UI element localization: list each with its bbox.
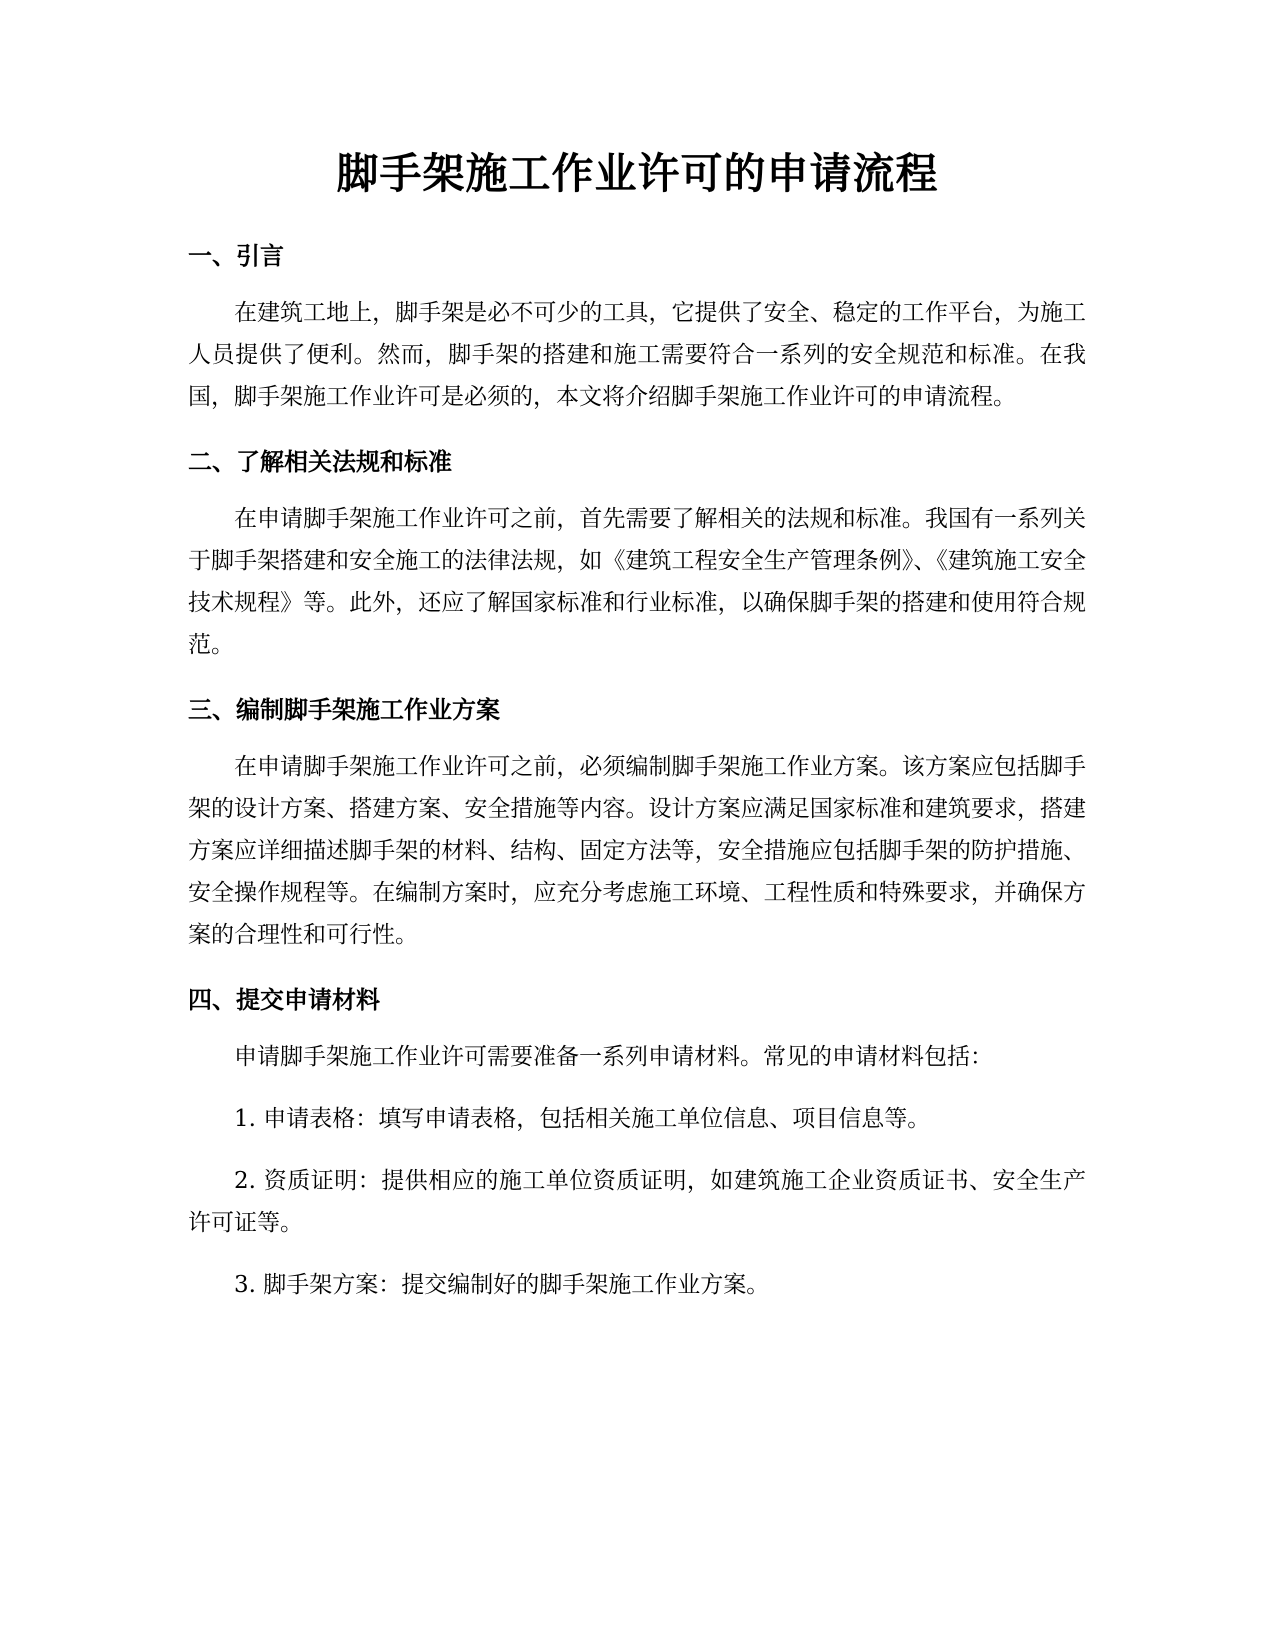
- section-heading: 三、编制脚手架施工作业方案: [188, 696, 500, 724]
- list-item: 3. 脚手架方案：提交编制好的脚手架施工作业方案。: [234, 1272, 770, 1298]
- document-title: 脚手架施工作业许可的申请流程: [336, 149, 939, 198]
- section-regulations: [188, 444, 1086, 666]
- list-item: 2. 资质证明：提供相应的施工单位资质证明，如建筑施工企业资质证书、安全生产许可证等。: [188, 1168, 1086, 1236]
- paragraph: 在申请脚手架施工作业许可之前，必须编制脚手架施工作业方案。该方案应包括脚手架的设计方案、搭建方案、安全措施等内容。设计方案应满足国家标准和建筑要求，搭建方案应详细描述脚手架的材料、结构、固定方法等，安全措施应包括脚手架的防护措施、安全操作规程等。在编制方案时，应充分考虑施工环境、工程性质和特殊要求，并确保方案的合理性和可行性。: [188, 754, 1086, 948]
- section-heading: 四、提交申请材料: [188, 986, 380, 1014]
- paragraph: 申请脚手架施工作业许可需要准备一系列申请材料。常见的申请材料包括：: [234, 1044, 993, 1070]
- section-heading: 二、了解相关法规和标准: [188, 448, 452, 476]
- list-item: 1. 申请表格：填写申请表格，包括相关施工单位信息、项目信息等。: [234, 1106, 931, 1132]
- section-introduction: [188, 238, 1086, 418]
- paragraph: 在申请脚手架施工作业许可之前，首先需要了解相关的法规和标准。我国有一系列关于脚手架搭建和安全施工的法律法规，如《建筑工程安全生产管理条例》、《建筑施工安全技术规程》等。此外，还应了解国家标准和行业标准，以确保脚手架的搭建和使用符合规范。: [188, 506, 1086, 658]
- section-work-plan: [188, 692, 1086, 956]
- section-heading: 一、引言: [188, 242, 284, 270]
- section-application-materials: [188, 982, 1086, 1306]
- document-body: [188, 238, 1086, 1326]
- paragraph: 在建筑工地上，脚手架是必不可少的工具，它提供了安全、稳定的工作平台，为施工人员提供了便利。然而，脚手架的搭建和施工需要符合一系列的安全规范和标准。在我国，脚手架施工作业许可是必须的，本文将介绍脚手架施工作业许可的申请流程。: [188, 300, 1086, 410]
